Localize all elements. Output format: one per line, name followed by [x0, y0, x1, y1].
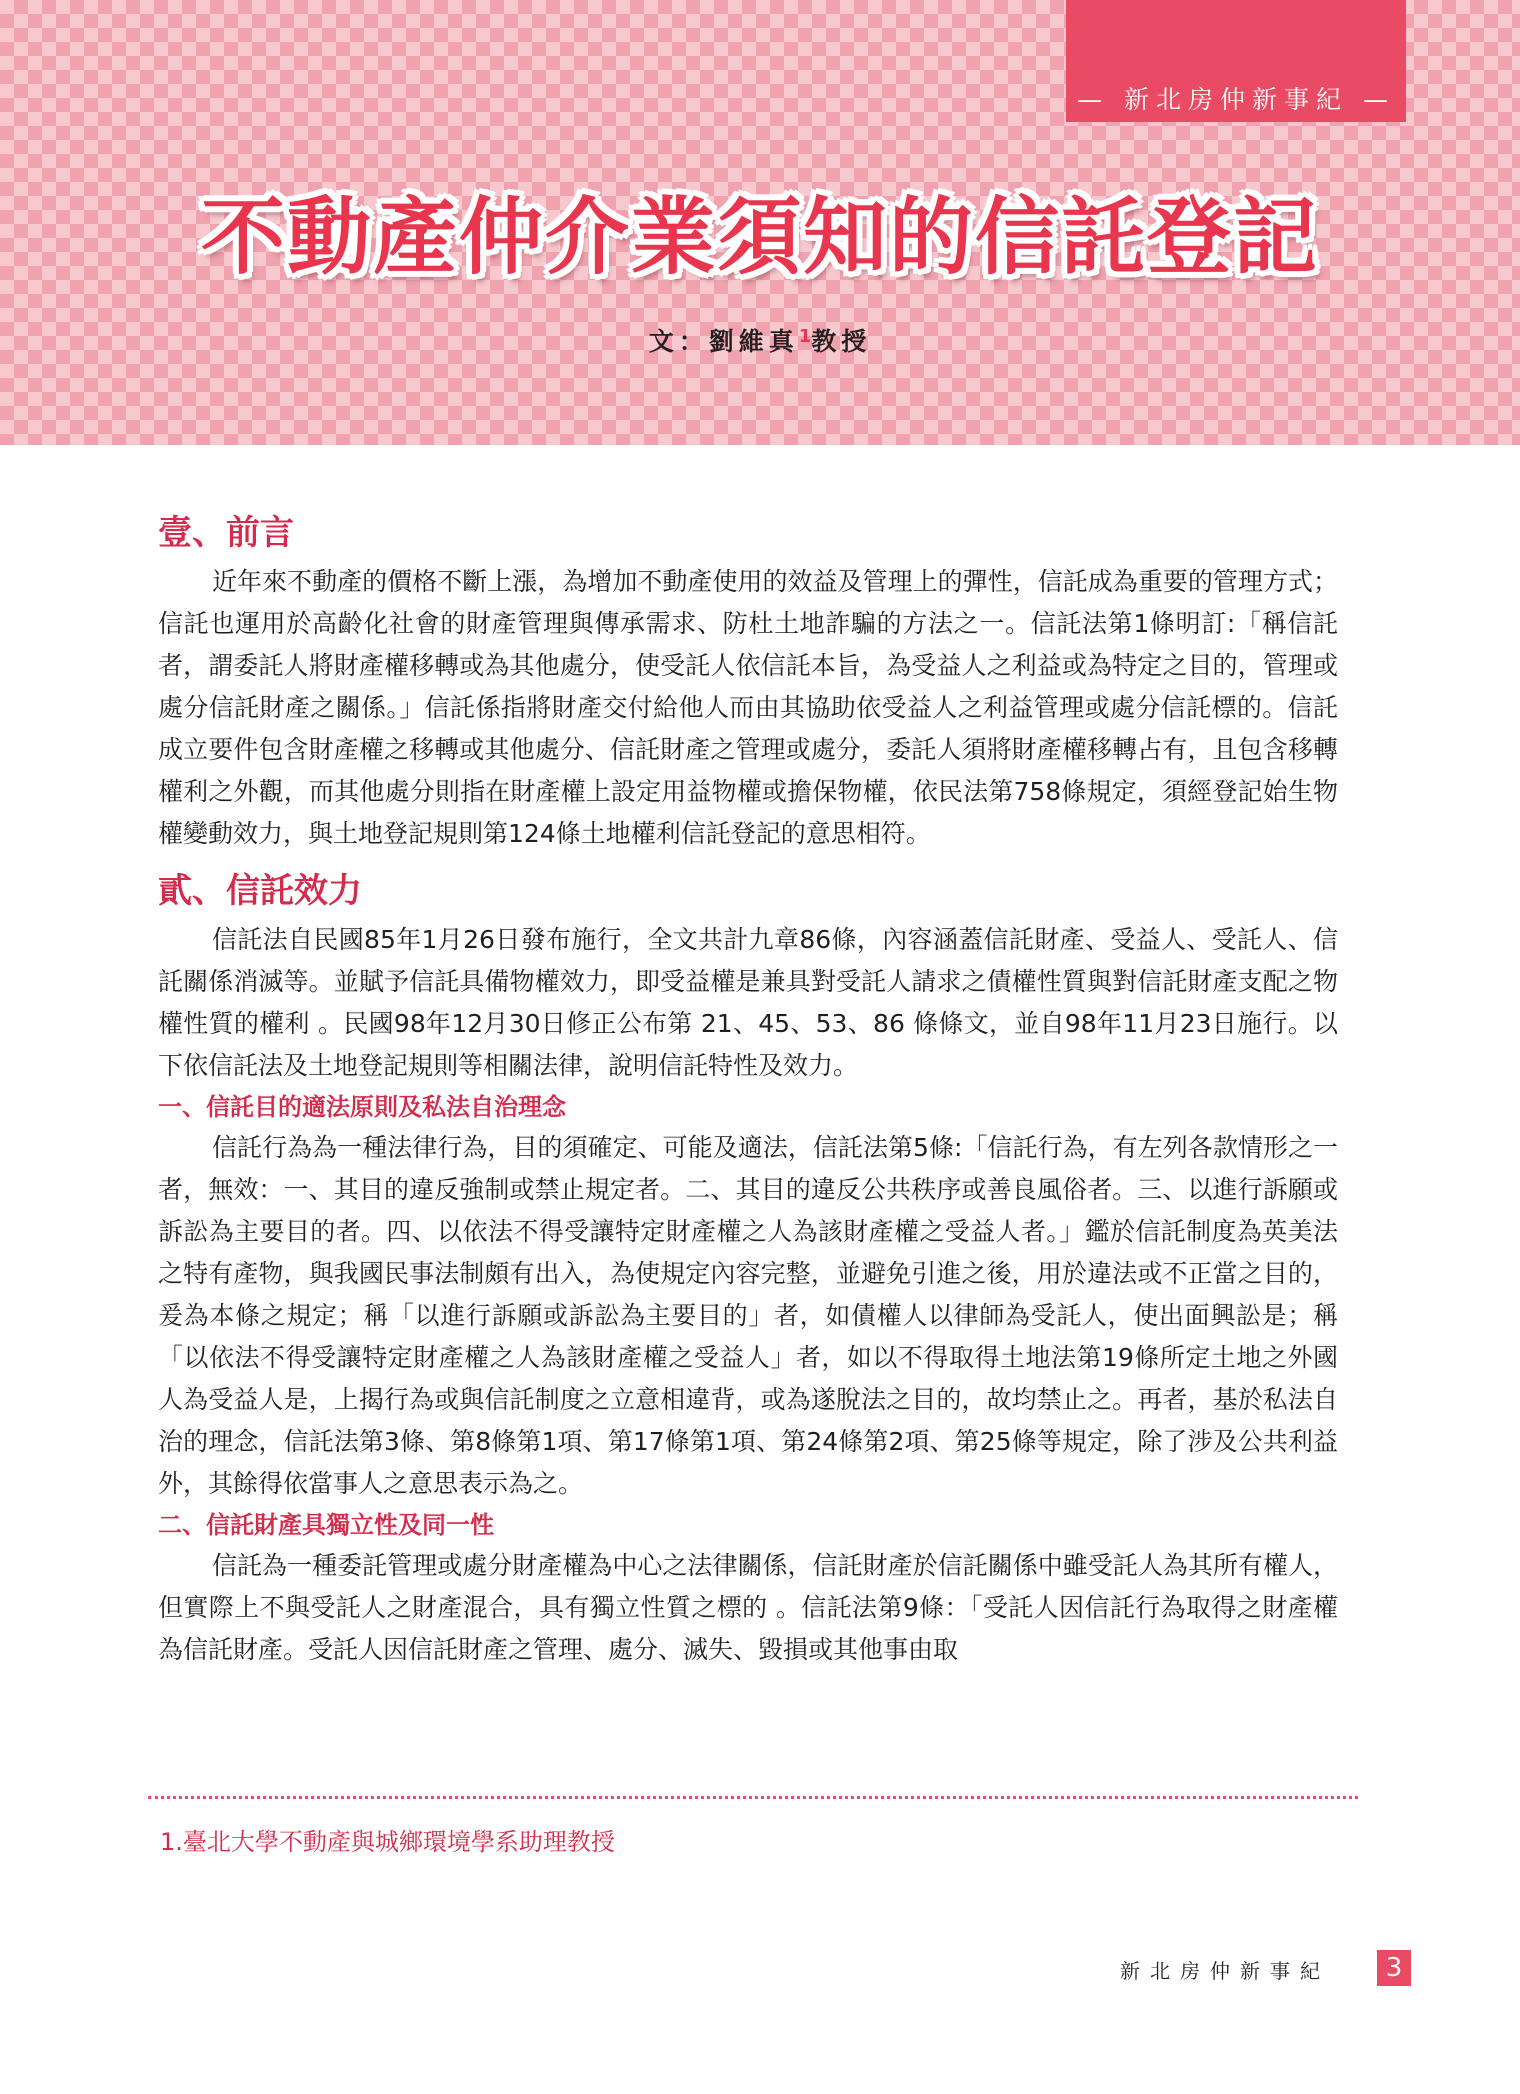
section-heading-trust-effect: 貳、信託效力: [158, 871, 362, 911]
byline-prefix: 文：劉維真: [648, 327, 799, 356]
page-number: 3: [1377, 1950, 1411, 1986]
subsection-paragraph-2: 信託為一種委託管理或處分財產權為中心之法律關係，信託財產於信託關係中雖受託人為其所有權人，但實際上不與受託人之財產混合，具有獨立性質之標的 。信託法第9條：「受託人因信託行為取得之財產權為信託財產。受託人因信託財產之管理、處分、滅失、毀損或其他事由取: [158, 1551, 1338, 1664]
magazine-tab-label: — 新北房仲新事紀 —: [1077, 85, 1395, 114]
subsection-heading-2: 二、信託財產具獨立性及同一性: [158, 1511, 494, 1539]
author-byline: [0, 322, 1520, 358]
footnote-marker[interactable]: 1: [798, 326, 812, 347]
article-title: 不動產仲介業須知的信託登記: [200, 188, 1319, 286]
section-heading-intro: 壹、前言: [158, 513, 294, 553]
header-banner: [0, 0, 1520, 445]
section-paragraph-trust-effect: 信託法自民國85年1月26日發布施行，全文共計九章86條，內容涵蓋信託財產、受益人、受託人、信託關係消滅等。並賦予信託具備物權效力，即受益權是兼具對受託人請求之債權性質與對信託財產支配之物權性質的權利 。民國98年12月30日修正公布第 21、45、53、86 條條文，並自98年11月23日施行。以下依信託法及土地登記規則等相關法律，說明信託特性及效力。: [158, 925, 1338, 1080]
footnote-divider: [148, 1796, 1358, 1799]
article-body: [158, 505, 1338, 1671]
footnote-text: 1.臺北大學不動產與城鄉環境學系助理教授: [160, 1828, 615, 1856]
byline-suffix: 教授: [811, 327, 872, 356]
magazine-tab: [1066, 0, 1406, 122]
subsection-paragraph-1: 信託行為為一種法律行為，目的須確定、可能及適法，信託法第5條:「信託行為，有左列各款情形之一者，無效：一、其目的違反強制或禁止規定者。二、其目的違反公共秩序或善良風俗者。三、以進行訴願或訴訟為主要目的者。四、以依法不得受讓特定財產權之人為該財產權之受益人者。」鑑於信託制度為英美法之特有產物，與我國民事法制頗有出入，為使規定內容完整，並避免引進之後，用於違法或不正當之目的，爰為本條之規定；稱「以進行訴願或訴訟為主要目的」者，如債權人以律師為受託人，使出面興訟是；稱「以依法不得受讓特定財產權之人為該財產權之受益人」者，如以不得取得土地法第19條所定土地之外國人為受益人是，上揭行為或與信託制度之立意相違背，或為遂脫法之目的，故均禁止之。再者，基於私法自治的理念，信託法第3條、第8條第1項、第17條第1項、第24條第2項、第25條等規定，除了涉及公共利益外，其餘得依當事人之意思表示為之。: [158, 1133, 1338, 1498]
footer-magazine-name: 新北房仲新事紀: [1120, 1959, 1330, 1983]
section-paragraph-intro: 近年來不動產的價格不斷上漲，為增加不動產使用的效益及管理上的彈性，信託成為重要的管理方式；信託也運用於高齡化社會的財產管理與傳承需求、防杜土地詐騙的方法之一。信託法第1條明訂:「稱信託者，謂委託人將財產權移轉或為其他處分，使受託人依信託本旨，為受益人之利益或為特定之目的，管理或處分信託財產之關係。」信託係指將財產交付給他人而由其協助依受益人之利益管理或處分信託標的。信託成立要件包含財產權之移轉或其他處分、信託財產之管理或處分，委託人須將財產權移轉占有，且包含移轉權利之外觀，而其他處分則指在財產權上設定用益物權或擔保物權，依民法第758條規定，須經登記始生物權變動效力，與土地登記規則第124條土地權利信託登記的意思相符。: [158, 567, 1338, 848]
subsection-heading-1: 一、信託目的適法原則及私法自治理念: [158, 1093, 566, 1121]
